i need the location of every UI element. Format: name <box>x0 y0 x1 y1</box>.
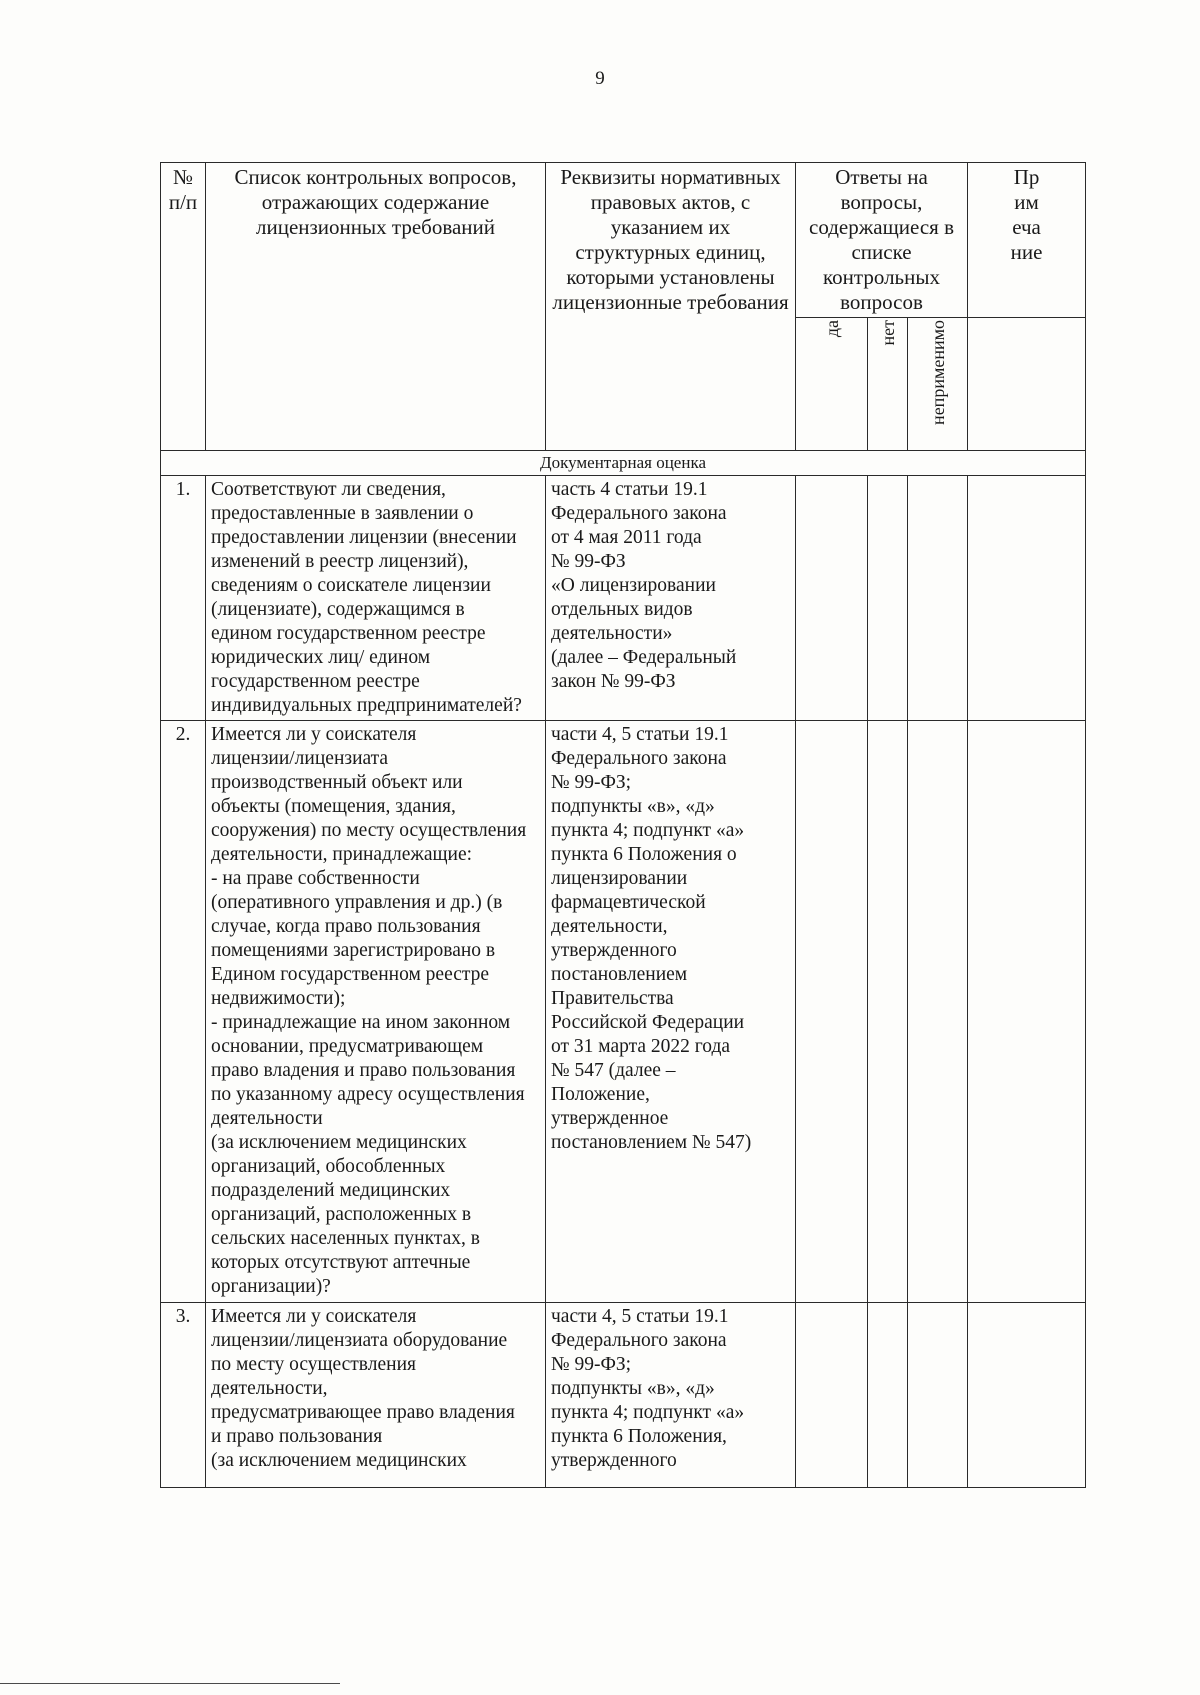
row-question: Соответствуют ли сведения, предоставленные в заявлении о предоставлении лицензии (внесении изменений в реестр лицензий), сведениям о соискателе лицензии (лицензиате), содержащимся в едином государственном реестре юридических лиц/ едином государственном реестре индивидуальных предпринимателей? <box>206 476 546 721</box>
row-question: Имеется ли у соискателя лицензии/лицензиата производственный объект или объекты (помещения, здания, сооружения) по месту осуществления деятельности, принадлежащие: - на праве собственности (оперативного управления и др.) (в случае, когда право пользования помещениями зарегистрировано в Едином государственном реестре недвижимости); - принадлежащие на ином законном основании, предусматривающем право владения и право пользования по указанному адресу осуществления деятельности (за исключением медицинских организаций, обособленных подразделений медицинских организаций, расположенных в сельских населенных пунктах, в которых отсутствуют аптечные организации)? <box>206 721 546 1303</box>
page-number: 9 <box>595 68 605 89</box>
column-header-answers: Ответы на вопросы, содержащиеся в списке контрольных вопросов <box>796 163 968 318</box>
column-header-yes: да <box>796 318 868 451</box>
table-row <box>161 721 1086 1303</box>
row-number: 2. <box>161 721 206 1303</box>
row-legal-basis: части 4, 5 статьи 19.1 Федерального закона № 99-ФЗ; подпункты «в», «д» пункта 4; подпункт «а» пункта 6 Положения, утвержденного <box>546 1303 796 1488</box>
column-header-legal-basis: Реквизиты нормативных правовых актов, с указанием их структурных единиц, которыми установлены лицензионные требования <box>546 163 796 451</box>
column-header-questions: Список контрольных вопросов, отражающих содержание лицензионных требований <box>206 163 546 451</box>
answer-not-applicable-cell[interactable] <box>908 476 968 721</box>
column-header-not-applicable: неприменимо <box>908 318 968 451</box>
section-row <box>161 451 1086 476</box>
table-row <box>161 1303 1086 1488</box>
answer-yes-cell[interactable] <box>796 721 868 1303</box>
column-header-no: нет <box>868 318 908 451</box>
column-header-note-empty <box>968 318 1086 451</box>
table-row <box>161 476 1086 721</box>
row-number: 1. <box>161 476 206 721</box>
note-cell[interactable] <box>968 1303 1086 1488</box>
row-question: Имеется ли у соискателя лицензии/лицензиата оборудование по месту осуществления деятельности, предусматривающее право владения и право пользования (за исключением медицинских <box>206 1303 546 1488</box>
answer-no-cell[interactable] <box>868 721 908 1303</box>
header-row <box>161 163 1086 318</box>
answer-yes-cell[interactable] <box>796 476 868 721</box>
answer-no-cell[interactable] <box>868 1303 908 1488</box>
footer-rule <box>0 1683 340 1684</box>
answer-no-cell[interactable] <box>868 476 908 721</box>
section-title: Документарная оценка <box>161 451 1086 476</box>
answer-not-applicable-cell[interactable] <box>908 1303 968 1488</box>
answer-yes-cell[interactable] <box>796 1303 868 1488</box>
row-number: 3. <box>161 1303 206 1488</box>
column-header-number: № п/п <box>161 163 206 451</box>
licensing-checklist-table <box>160 162 1086 1488</box>
row-legal-basis: части 4, 5 статьи 19.1 Федерального закона № 99-ФЗ; подпункты «в», «д» пункта 4; подпункт «а» пункта 6 Положения о лицензировании фармацевтической деятельности, утвержденного постановлением Правительства Российской Федерации от 31 марта 2022 года № 547 (далее – Положение, утвержденное постановлением № 547) <box>546 721 796 1303</box>
note-cell[interactable] <box>968 476 1086 721</box>
row-legal-basis: часть 4 статьи 19.1 Федерального закона от 4 мая 2011 года № 99-ФЗ «О лицензировании отдельных видов деятельности» (далее – Федеральный закон № 99-ФЗ <box>546 476 796 721</box>
answer-not-applicable-cell[interactable] <box>908 721 968 1303</box>
note-cell[interactable] <box>968 721 1086 1303</box>
column-header-note: Пр им еча ние <box>968 163 1086 318</box>
